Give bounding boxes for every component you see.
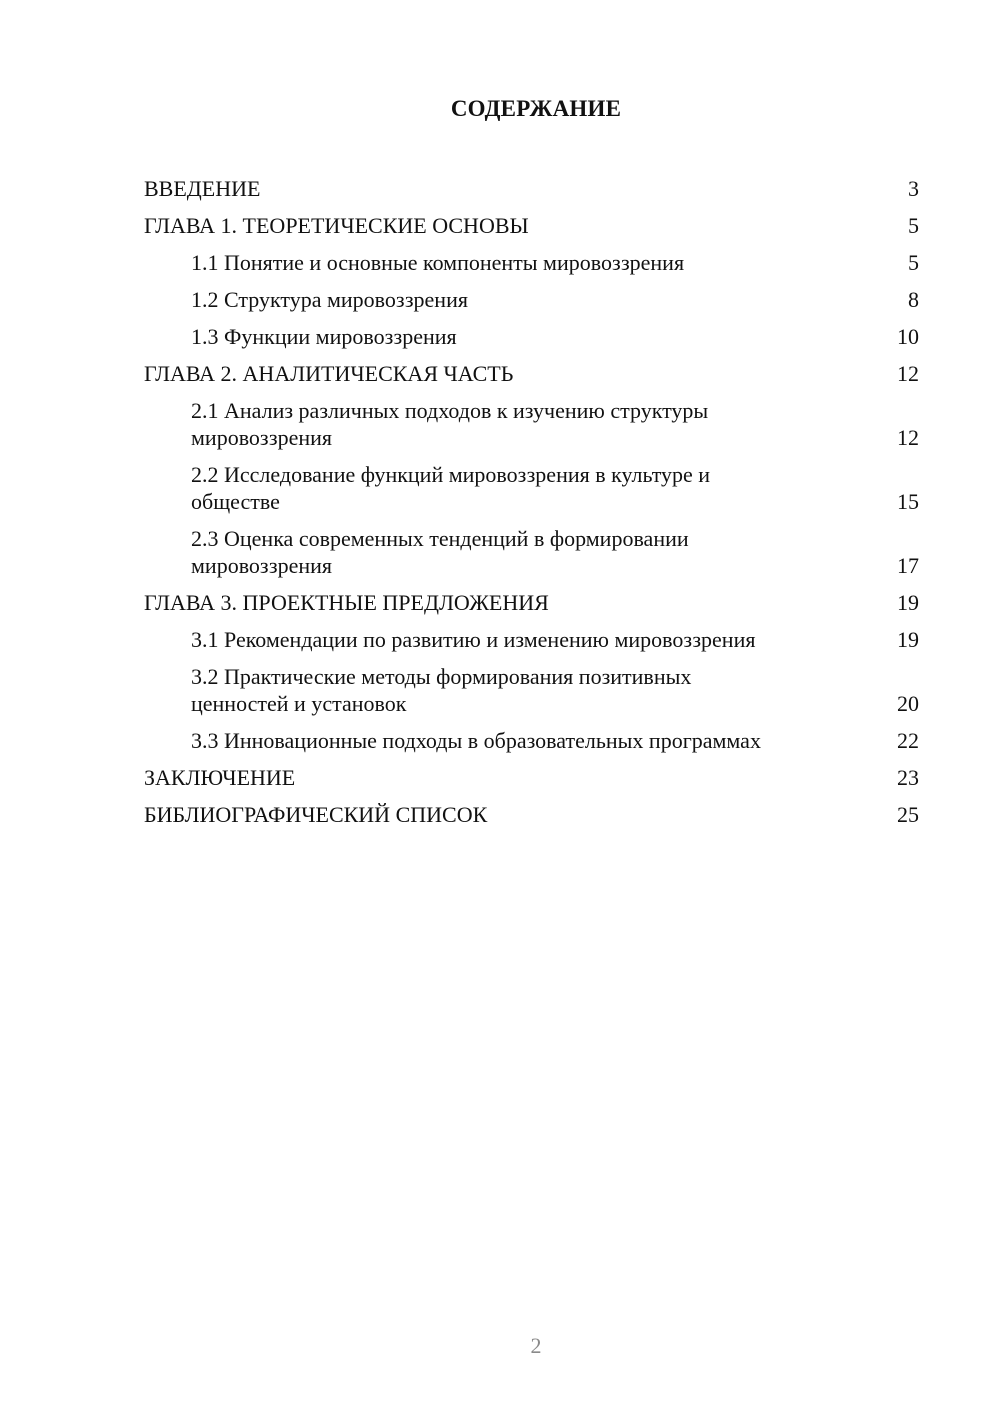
toc-entry-page: 19 xyxy=(897,627,919,652)
toc-entry-title: 1.3 Функции мировоззрения xyxy=(191,324,457,349)
toc-entry-page: 25 xyxy=(897,802,919,827)
toc-entry-section-3-1 xyxy=(144,621,919,658)
toc-entry-section-2-2 xyxy=(144,456,919,520)
toc-entry-page: 20 xyxy=(897,691,919,716)
toc-entry-title: 2.2 Исследование функций мировоззрения в культуре и обществе xyxy=(191,462,711,514)
toc-entry-section-1-3 xyxy=(144,318,919,355)
toc-entry-introduction xyxy=(144,170,919,207)
toc-entry-chapter-1 xyxy=(144,207,919,244)
toc-entry-page: 3 xyxy=(908,176,919,201)
toc-entry-title: БИБЛИОГРАФИЧЕСКИЙ СПИСОК xyxy=(144,802,488,827)
toc-entry-section-2-1 xyxy=(144,392,919,456)
toc-entry-title: ВВЕДЕНИЕ xyxy=(144,176,261,201)
toc-entry-chapter-3 xyxy=(144,584,919,621)
toc-entry-title: 1.1 Понятие и основные компоненты мировоззрения xyxy=(191,250,685,275)
toc-entry-section-1-2 xyxy=(144,281,919,318)
table-of-contents xyxy=(144,170,919,833)
toc-entry-page: 12 xyxy=(897,361,919,386)
toc-entry-title: 2.3 Оценка современных тенденций в формировании мировоззрения xyxy=(191,526,689,578)
toc-entry-title: ГЛАВА 3. ПРОЕКТНЫЕ ПРЕДЛОЖЕНИЯ xyxy=(144,590,549,615)
toc-entry-section-3-3 xyxy=(144,722,919,759)
toc-entry-page: 19 xyxy=(897,590,919,615)
toc-entry-title: 1.2 Структура мировоззрения xyxy=(191,287,468,312)
toc-entry-title: ГЛАВА 2. АНАЛИТИЧЕСКАЯ ЧАСТЬ xyxy=(144,361,514,386)
toc-entry-bibliography xyxy=(144,796,919,833)
toc-entry-conclusion xyxy=(144,759,919,796)
toc-entry-page: 22 xyxy=(897,728,919,753)
toc-entry-page: 15 xyxy=(897,489,919,514)
toc-heading: СОДЕРЖАНИЕ xyxy=(450,96,622,121)
toc-entry-page: 12 xyxy=(897,425,919,450)
toc-entry-title: 3.1 Рекомендации по развитию и изменению мировоззрения xyxy=(191,627,756,652)
toc-entry-section-2-3 xyxy=(144,520,919,584)
toc-entry-page: 5 xyxy=(908,250,919,275)
toc-entry-page: 23 xyxy=(897,765,919,790)
toc-entry-section-1-1 xyxy=(144,244,919,281)
page-number: 2 xyxy=(530,1333,542,1358)
toc-entry-page: 10 xyxy=(897,324,919,349)
toc-entry-page: 5 xyxy=(908,213,919,238)
toc-entry-title: 3.2 Практические методы формирования позитивных ценностей и установок xyxy=(191,664,692,716)
toc-entry-page: 17 xyxy=(897,553,919,578)
toc-entry-chapter-2 xyxy=(144,355,919,392)
toc-entry-section-3-2 xyxy=(144,658,919,722)
toc-entry-title: 3.3 Инновационные подходы в образовательных программах xyxy=(191,728,761,753)
toc-entry-title: 2.1 Анализ различных подходов к изучению структуры мировоззрения xyxy=(191,398,709,450)
toc-entry-title: ЗАКЛЮЧЕНИЕ xyxy=(144,765,296,790)
toc-entry-page: 8 xyxy=(908,287,919,312)
toc-entry-title: ГЛАВА 1. ТЕОРЕТИЧЕСКИЕ ОСНОВЫ xyxy=(144,213,529,238)
